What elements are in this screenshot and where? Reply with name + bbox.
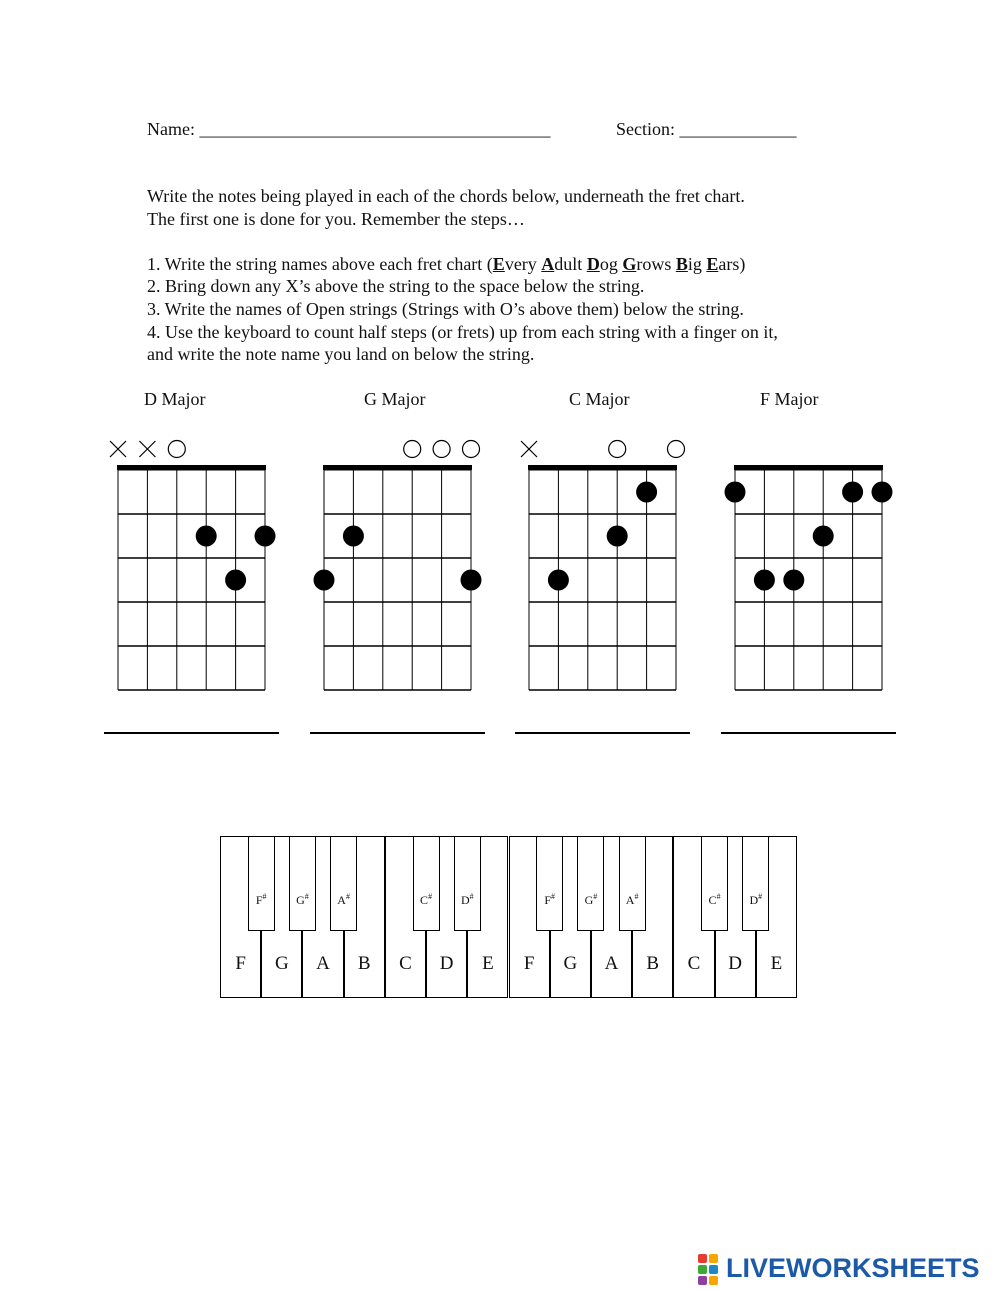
white-key-label: G [563, 953, 578, 974]
white-key-label: E [770, 953, 783, 974]
white-key-label: C [687, 953, 701, 974]
open-string-icon [433, 441, 450, 458]
black-key-label: A# [625, 892, 639, 907]
black-key[interactable] [701, 836, 728, 931]
finger-dot [754, 570, 775, 591]
finger-dot [461, 570, 482, 591]
white-key-label: F [523, 953, 535, 974]
step-4: 4. Use the keyboard to count half steps (or frets) up from each string with a finger on it, [147, 322, 778, 342]
finger-dot [636, 482, 657, 503]
finger-dot [607, 526, 628, 547]
white-key-label: A [604, 953, 619, 974]
f-major-nut [734, 465, 883, 470]
black-key-label: G# [296, 892, 309, 907]
intro-line-2: The first one is done for you. Remember the steps… [147, 209, 525, 229]
piano-keyboard [220, 836, 797, 998]
black-key[interactable] [536, 836, 563, 931]
black-key[interactable] [330, 836, 357, 931]
sharp-sign: # [469, 892, 474, 901]
black-key-label: D# [749, 892, 763, 907]
black-key-label: F# [544, 892, 556, 907]
finger-dot [548, 570, 569, 591]
step-1: 1. Write the string names above each fret chart (Every Adult Dog Grows Big Ears) [147, 254, 746, 274]
sharp-sign: # [262, 892, 267, 901]
black-key-label: D# [460, 892, 474, 907]
finger-dot [813, 526, 834, 547]
sharp-sign: # [593, 892, 598, 901]
finger-dot [225, 570, 246, 591]
white-key-label: B [646, 953, 660, 974]
black-key[interactable] [619, 836, 646, 931]
sharp-sign: # [551, 892, 556, 901]
black-key-label: G# [584, 892, 598, 907]
black-key-label: F# [255, 892, 267, 907]
c-major-nut [528, 465, 677, 470]
chord-title-c-major: C Major [569, 389, 630, 409]
black-key[interactable] [454, 836, 481, 931]
sharp-sign: # [634, 892, 639, 901]
step-4-continued: and write the note name you land on below the string. [147, 344, 535, 364]
g-major-nut [323, 465, 472, 470]
white-key-label: C [399, 953, 412, 974]
black-key[interactable] [413, 836, 440, 931]
white-key-label: F [235, 953, 246, 974]
black-key[interactable] [248, 836, 275, 931]
black-key[interactable] [289, 836, 316, 931]
black-key-label: C# [420, 892, 433, 907]
sharp-sign: # [345, 892, 350, 901]
white-key-label: A [316, 953, 330, 974]
sharp-sign: # [716, 892, 721, 901]
open-string-icon [168, 441, 185, 458]
intro-line-1: Write the notes being played in each of the chords below, underneath the fret chart. [147, 186, 745, 206]
finger-dot [343, 526, 364, 547]
open-string-icon [463, 441, 480, 458]
sharp-sign: # [304, 892, 309, 901]
step-3: 3. Write the names of Open strings (Strings with O’s above them) below the string. [147, 299, 744, 319]
section-field[interactable]: Section: _____________ [616, 119, 797, 139]
d-major-nut [117, 465, 266, 470]
white-key-label: G [274, 953, 289, 974]
black-key-label: C# [708, 892, 721, 907]
finger-dot [255, 526, 276, 547]
open-string-icon [404, 441, 421, 458]
sharp-sign: # [428, 892, 433, 901]
logo-square [698, 1254, 707, 1263]
finger-dot [842, 482, 863, 503]
open-string-icon [668, 441, 685, 458]
finger-dot [196, 526, 217, 547]
white-key-label: D [728, 953, 743, 974]
logo-square [709, 1276, 718, 1285]
liveworksheets-brand: LIVEWORKSHEETS [726, 1253, 980, 1283]
chord-title-f-major: F Major [760, 389, 819, 409]
white-key-label: B [357, 953, 371, 974]
chord-title-d-major: D Major [144, 389, 206, 409]
logo-square [709, 1265, 718, 1274]
black-key-label: A# [337, 892, 350, 907]
name-field[interactable]: Name: _______________________________________ [147, 119, 551, 139]
finger-dot [725, 482, 746, 503]
logo-square [698, 1265, 707, 1274]
black-key[interactable] [742, 836, 769, 931]
finger-dot [314, 570, 335, 591]
white-key-label: E [482, 953, 494, 974]
logo-square [709, 1254, 718, 1263]
finger-dot [872, 482, 893, 503]
finger-dot [783, 570, 804, 591]
step-2: 2. Bring down any X’s above the string to the space below the string. [147, 276, 645, 296]
chord-title-g-major: G Major [364, 389, 426, 409]
black-key[interactable] [577, 836, 604, 931]
white-key-label: D [439, 953, 454, 974]
logo-square [698, 1276, 707, 1285]
sharp-sign: # [758, 892, 763, 901]
open-string-icon [609, 441, 626, 458]
